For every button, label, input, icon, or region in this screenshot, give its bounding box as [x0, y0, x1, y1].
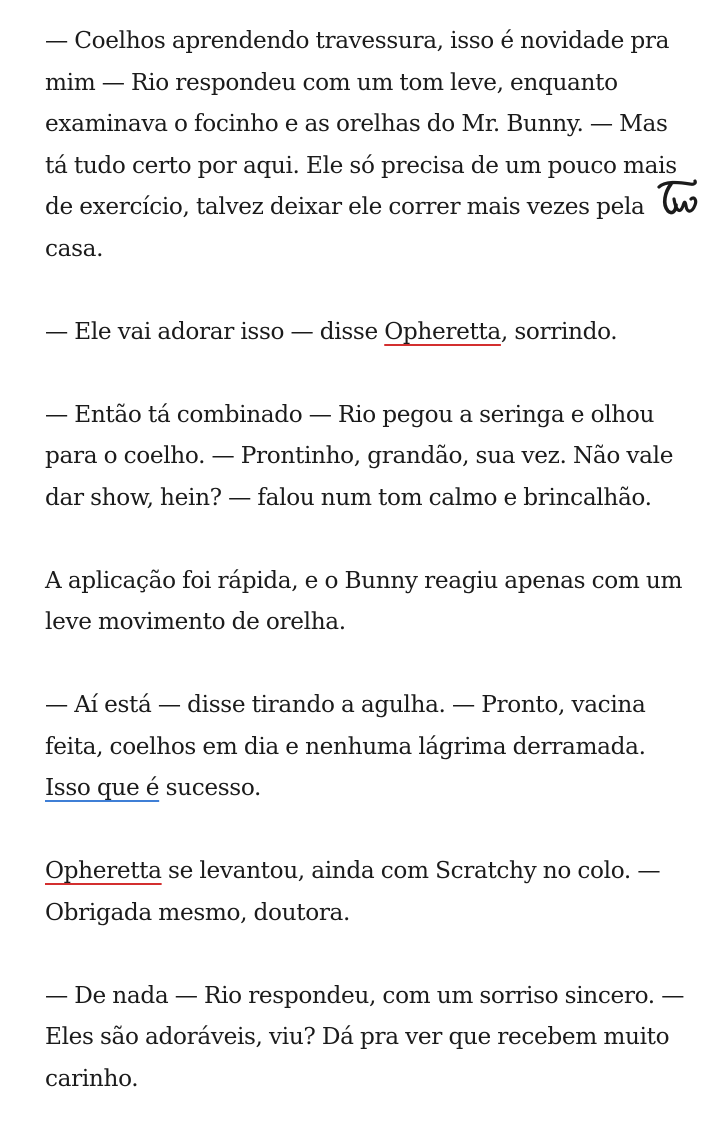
grammar-flag-isso-que-e[interactable]: Isso que é — [45, 774, 160, 801]
document-body — [45, 20, 685, 1141]
text-segment: A aplicação foi rápida, e o Bunny reagiu apenas com um leve movimento de orelha. — [45, 566, 683, 635]
paragraph-4 — [45, 560, 685, 643]
text-segment: sucesso. — [159, 774, 262, 801]
paragraph-6 — [45, 850, 685, 933]
text-segment: , sorrindo. — [500, 317, 618, 345]
text-segment: — Ele vai adorar isso — disse — [45, 317, 385, 345]
text-segment: se levantou, ainda com Scratchy no colo. — Obrigada mesmo, doutora. — [45, 857, 661, 926]
text-segment: — Aí está — disse tirando a agulha. — Pronto, vacina feita, coelhos em dia e nenhuma lágrima derramada. — [45, 691, 646, 760]
paragraph-5 — [45, 684, 685, 809]
twice-logo-icon — [656, 178, 698, 220]
spelling-flag-opheretta[interactable]: Opheretta — [384, 317, 501, 345]
text-segment: — Coelhos aprendendo travessura, isso é novidade pra mim — Rio respondeu com um tom leve, enquanto examinava o focinho e as orelhas do Mr. Bunny. — Mas tá tudo certo por aqui. Ele só precisa de um pouco mais de exercício, talvez deixar ele correr mais vezes pela casa. — [45, 27, 677, 262]
paragraph-1 — [45, 20, 685, 269]
spelling-flag-opheretta[interactable]: Opheretta — [45, 857, 162, 884]
paragraph-2 — [45, 311, 685, 353]
text-segment: — Então tá combinado — Rio pegou a seringa e olhou para o coelho. — Prontinho, grandão, sua vez. Não vale dar show, hein? — falou num tom calmo e brincalhão. — [45, 400, 674, 511]
text-segment: — De nada — Rio respondeu, com um sorriso sincero. — Eles são adoráveis, viu? Dá pra ver que recebem muito carinho. — [45, 981, 685, 1092]
paragraph-7 — [45, 975, 685, 1100]
paragraph-3 — [45, 394, 685, 519]
